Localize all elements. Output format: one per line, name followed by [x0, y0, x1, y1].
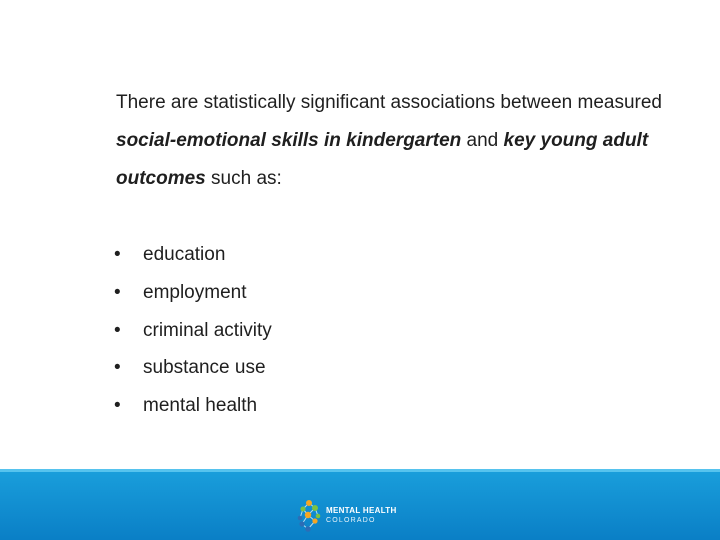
list-item [114, 236, 272, 274]
list-item-label: substance use [143, 357, 266, 379]
logo-wordmark [326, 506, 397, 526]
list-item [114, 274, 272, 312]
list-item [114, 387, 272, 425]
bullet-dot: • [114, 357, 121, 379]
intro-text-2: and [461, 130, 504, 151]
outcome-list [114, 236, 272, 425]
list-item-label: criminal activity [143, 319, 272, 341]
bullet-dot: • [114, 281, 121, 303]
intro-emphasis-young-adult: key young adult outcomes [116, 130, 649, 189]
mental-health-colorado-logo [296, 497, 397, 535]
intro-text-3: such as: [205, 168, 282, 189]
list-item-label: mental health [143, 395, 258, 416]
bullet-dot: • [114, 244, 121, 265]
logo-text-line2: COLORADO [326, 517, 376, 524]
brain-network-icon [296, 497, 322, 535]
list-item-label: employment [143, 281, 247, 303]
logo-text-line1: MENTAL HEALTH [326, 506, 397, 515]
list-item-label: education [143, 244, 226, 265]
list-item [114, 349, 272, 387]
list-item [114, 312, 272, 350]
bullet-dot: • [114, 319, 121, 341]
intro-emphasis-social-emotional: social-emotional skills in kindergarten [116, 130, 462, 151]
intro-paragraph [116, 84, 676, 198]
intro-text-1: There are statistically significant associations between measured [116, 92, 662, 113]
bullet-dot: • [114, 395, 121, 416]
